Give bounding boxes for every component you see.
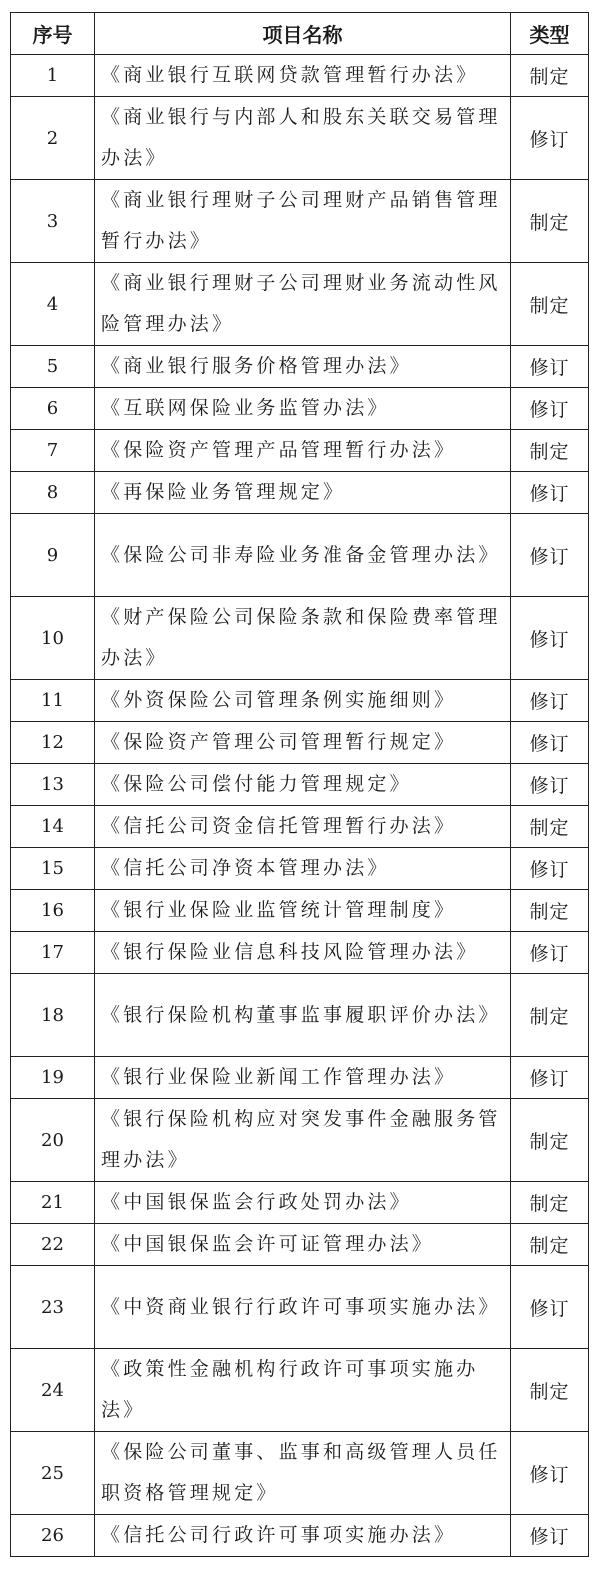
row-number: 15: [11, 848, 95, 890]
row-name: 《商业银行服务价格管理办法》: [95, 346, 511, 388]
row-type: 制定: [511, 55, 589, 97]
table-row: [11, 346, 589, 388]
row-type: 修订: [511, 597, 589, 680]
row-name: 《政策性金融机构行政许可事项实施办法》: [95, 1349, 511, 1432]
table-row: [11, 597, 589, 680]
row-number: 8: [11, 472, 95, 514]
row-number: 10: [11, 597, 95, 680]
row-number: 24: [11, 1349, 95, 1432]
row-type: 修订: [511, 680, 589, 722]
row-name: 《银行保险机构董事监事履职评价办法》: [95, 974, 511, 1057]
table-row: [11, 97, 589, 180]
table-row: [11, 514, 589, 597]
row-name: 《中资商业银行行政许可事项实施办法》: [95, 1266, 511, 1349]
table-row: [11, 1224, 589, 1266]
row-name: 《中国银保监会许可证管理办法》: [95, 1224, 511, 1266]
row-name: 《银行业保险业新闻工作管理办法》: [95, 1057, 511, 1099]
row-type: 制定: [511, 890, 589, 932]
row-name: 《保险资产管理公司管理暂行规定》: [95, 722, 511, 764]
row-type: 修订: [511, 1057, 589, 1099]
row-number: 2: [11, 97, 95, 180]
row-name: 《中国银保监会行政处罚办法》: [95, 1182, 511, 1224]
row-type: 修订: [511, 346, 589, 388]
row-name: 《商业银行与内部人和股东关联交易管理办法》: [95, 97, 511, 180]
header-project-name: 项目名称: [95, 13, 511, 55]
row-type: 制定: [511, 263, 589, 346]
row-number: 6: [11, 388, 95, 430]
row-name: 《保险公司偿付能力管理规定》: [95, 764, 511, 806]
header-number: 序号: [11, 13, 95, 55]
table-row: [11, 764, 589, 806]
table-row: [11, 55, 589, 97]
row-number: 14: [11, 806, 95, 848]
row-name: 《商业银行理财子公司理财产品销售管理暂行办法》: [95, 180, 511, 263]
row-number: 26: [11, 1515, 95, 1557]
row-name: 《银行业保险业监管统计管理制度》: [95, 890, 511, 932]
row-number: 1: [11, 55, 95, 97]
table-row: [11, 722, 589, 764]
row-number: 22: [11, 1224, 95, 1266]
row-name: 《信托公司资金信托管理暂行办法》: [95, 806, 511, 848]
table-row: [11, 1057, 589, 1099]
row-number: 13: [11, 764, 95, 806]
row-type: 制定: [511, 806, 589, 848]
table-row: [11, 932, 589, 974]
row-number: 16: [11, 890, 95, 932]
row-number: 9: [11, 514, 95, 597]
row-number: 18: [11, 974, 95, 1057]
row-number: 7: [11, 430, 95, 472]
table-body: [11, 55, 589, 1557]
row-number: 25: [11, 1432, 95, 1515]
table-row: [11, 1349, 589, 1432]
table-header-row: [11, 13, 589, 55]
row-name: 《互联网保险业务监管办法》: [95, 388, 511, 430]
row-name: 《再保险业务管理规定》: [95, 472, 511, 514]
row-number: 23: [11, 1266, 95, 1349]
row-type: 修订: [511, 388, 589, 430]
row-type: 制定: [511, 1182, 589, 1224]
table-row: [11, 848, 589, 890]
row-name: 《保险资产管理产品管理暂行办法》: [95, 430, 511, 472]
row-type: 制定: [511, 1349, 589, 1432]
row-type: 修订: [511, 1266, 589, 1349]
row-number: 12: [11, 722, 95, 764]
header-type: 类型: [511, 13, 589, 55]
table-row: [11, 180, 589, 263]
table-row: [11, 1432, 589, 1515]
row-number: 5: [11, 346, 95, 388]
row-name: 《信托公司净资本管理办法》: [95, 848, 511, 890]
row-name: 《保险公司非寿险业务准备金管理办法》: [95, 514, 511, 597]
row-type: 修订: [511, 848, 589, 890]
row-name: 《商业银行互联网贷款管理暂行办法》: [95, 55, 511, 97]
row-type: 制定: [511, 180, 589, 263]
table-row: [11, 263, 589, 346]
row-number: 17: [11, 932, 95, 974]
row-type: 修订: [511, 97, 589, 180]
row-type: 修订: [511, 514, 589, 597]
table-row: [11, 1182, 589, 1224]
table-row: [11, 1099, 589, 1182]
table-row: [11, 472, 589, 514]
table-row: [11, 1515, 589, 1557]
row-type: 制定: [511, 1099, 589, 1182]
table-row: [11, 890, 589, 932]
row-type: 修订: [511, 1432, 589, 1515]
row-number: 20: [11, 1099, 95, 1182]
row-name: 《保险公司董事、监事和高级管理人员任职资格管理规定》: [95, 1432, 511, 1515]
row-name: 《外资保险公司管理条例实施细则》: [95, 680, 511, 722]
row-type: 制定: [511, 1224, 589, 1266]
row-type: 修订: [511, 764, 589, 806]
row-number: 19: [11, 1057, 95, 1099]
row-name: 《信托公司行政许可事项实施办法》: [95, 1515, 511, 1557]
regulation-table: [10, 12, 589, 1557]
row-type: 修订: [511, 472, 589, 514]
row-type: 制定: [511, 430, 589, 472]
row-name: 《银行保险业信息科技风险管理办法》: [95, 932, 511, 974]
table-row: [11, 1266, 589, 1349]
row-name: 《银行保险机构应对突发事件金融服务管理办法》: [95, 1099, 511, 1182]
row-name: 《商业银行理财子公司理财业务流动性风险管理办法》: [95, 263, 511, 346]
row-type: 制定: [511, 974, 589, 1057]
row-name: 《财产保险公司保险条款和保险费率管理办法》: [95, 597, 511, 680]
table-row: [11, 680, 589, 722]
row-number: 4: [11, 263, 95, 346]
row-number: 21: [11, 1182, 95, 1224]
table-row: [11, 974, 589, 1057]
row-type: 修订: [511, 722, 589, 764]
table-row: [11, 806, 589, 848]
row-number: 3: [11, 180, 95, 263]
row-type: 修订: [511, 932, 589, 974]
table-row: [11, 430, 589, 472]
table-row: [11, 388, 589, 430]
row-number: 11: [11, 680, 95, 722]
row-type: 修订: [511, 1515, 589, 1557]
